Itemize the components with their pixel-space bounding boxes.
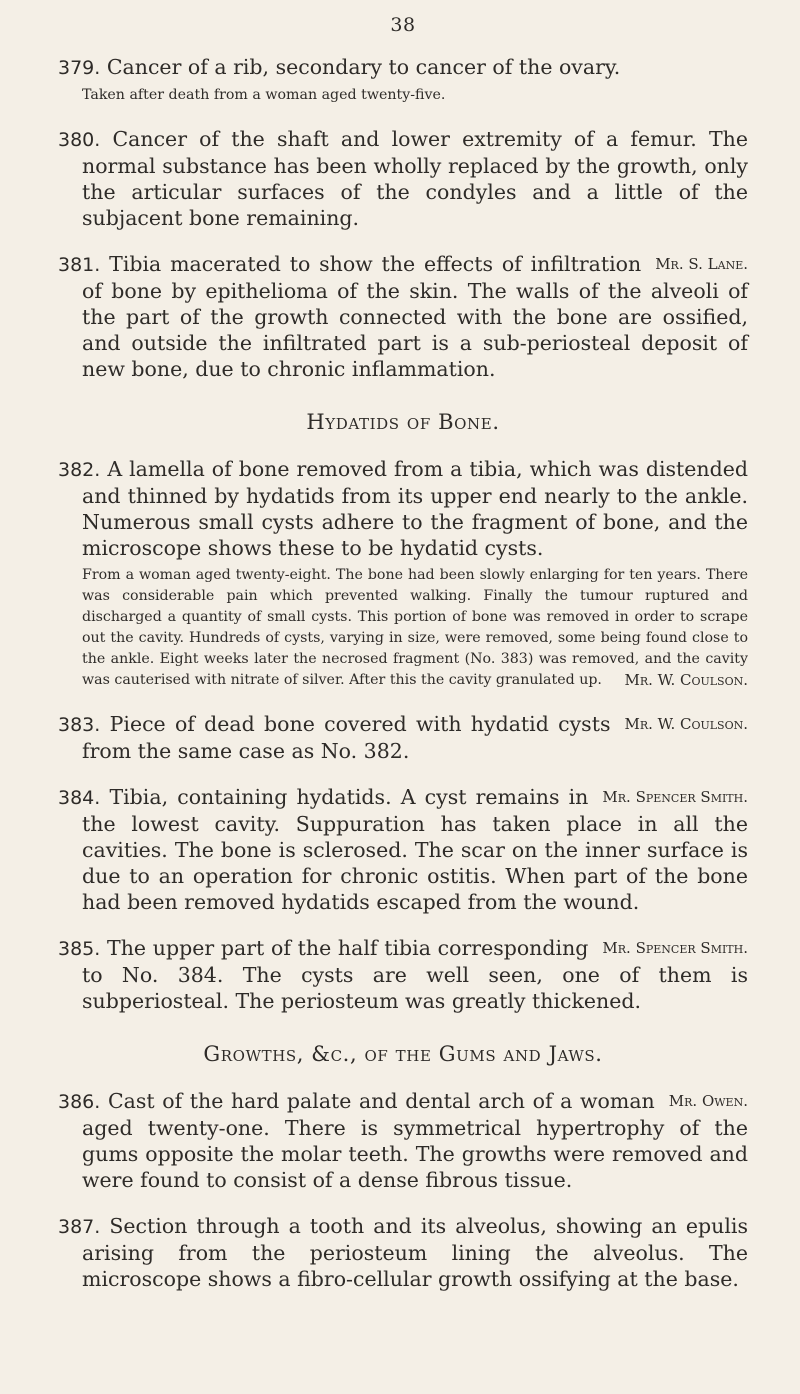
entry-description bbox=[58, 711, 748, 764]
entry-description bbox=[58, 251, 748, 382]
entry-number: 385. bbox=[58, 938, 101, 960]
entry-description bbox=[58, 456, 748, 561]
entry-note-text: From a woman aged twenty-eight. The bone had been slowly enlarging for ten years. There was considerable pain which prevented walking. Finally the tumour ruptured and discharged a quantity of small cysts. This portion of bone was removed in order to scrape out the cavity. Hundreds of cysts, varying in size, were removed, some being found close to the ankle. Eight weeks later the necrosed fragment (No. 383) was removed, and the cavity was cauterised with nitrate of silver. After this the cavity granulated up. bbox=[82, 567, 748, 688]
entry-attribution: Mr. Spencer Smith. bbox=[602, 788, 748, 806]
entry-text: Tibia macerated to show the effects of infiltration of bone by epithelioma of the skin. The walls of the alveoli of the part of the growth connected with the bone are ossified, and outside the infiltrated part is a sub-periosteal deposit of new bone, due to chronic inflammation. bbox=[82, 252, 748, 381]
entry-text: A lamella of bone removed from a tibia, which was distended and thinned by hydatids from its upper end nearly to the ankle. Numerous small cysts adhere to the fragment of bone, and the microscope shows these to be hydatid cysts. bbox=[82, 457, 748, 560]
entry-text: Cast of the hard palate and dental arch of a woman aged twenty-one. There is symmetrical hypertrophy of the gums opposite the molar teeth. The growths were removed and were found to consist of a dense fibrous tissue. bbox=[82, 1089, 748, 1192]
entries-group-gums bbox=[58, 1088, 748, 1292]
entry-number: 387. bbox=[58, 1216, 101, 1238]
entry-attribution: Mr. Owen. bbox=[668, 1092, 748, 1110]
catalogue-entry bbox=[58, 711, 748, 764]
entry-attribution: Mr. W. Coulson. bbox=[624, 715, 748, 733]
entry-note bbox=[58, 565, 748, 691]
entry-number: 386. bbox=[58, 1091, 101, 1113]
entry-number: 381. bbox=[58, 254, 101, 276]
entry-description bbox=[58, 784, 748, 915]
catalogue-entry bbox=[58, 54, 748, 106]
entry-attribution: Mr. Spencer Smith. bbox=[602, 939, 748, 957]
catalogue-entry bbox=[58, 784, 748, 915]
catalogue-entry bbox=[58, 251, 748, 382]
entry-text: The upper part of the half tibia corresponding to No. 384. The cysts are well seen, one of them is subperiosteal. The periosteum was greatly thickened. bbox=[82, 936, 748, 1013]
catalogue-entry bbox=[58, 935, 748, 1014]
section-heading-gums-jaws: Growths, &c., of the Gums and Jaws. bbox=[203, 1042, 603, 1066]
entry-description bbox=[58, 126, 748, 231]
entry-number: 380. bbox=[58, 129, 101, 151]
entry-text: Cancer of the shaft and lower extremity of a femur. The normal substance has been wholly replaced by the growth, only the articular surfaces of the condyles and a little of the subjacent bone remaining. bbox=[82, 127, 748, 230]
entry-number: 382. bbox=[58, 459, 101, 481]
entry-number: 384. bbox=[58, 787, 101, 809]
entry-description bbox=[58, 1088, 748, 1193]
section-heading-hydatids: Hydatids of Bone. bbox=[306, 410, 500, 434]
entry-attribution: Mr. W. Coulson. bbox=[624, 671, 748, 689]
catalogue-entry bbox=[58, 1088, 748, 1193]
entry-description bbox=[58, 1213, 748, 1292]
entry-description bbox=[58, 54, 748, 81]
entry-number: 383. bbox=[58, 714, 101, 736]
entry-description bbox=[58, 935, 748, 1014]
catalogue-entry bbox=[58, 126, 748, 231]
page-number: 38 bbox=[390, 14, 416, 36]
entry-text: Section through a tooth and its alveolus, showing an epulis arising from the periosteum lining the alveolus. The microscope shows a fibro-cellular growth ossifying at the base. bbox=[82, 1214, 748, 1291]
entry-text: Cancer of a rib, secondary to cancer of the ovary. bbox=[106, 55, 621, 79]
entries-group-hydatids bbox=[58, 456, 748, 1014]
catalogue-entry bbox=[58, 1213, 748, 1292]
entry-attribution: Mr. S. Lane. bbox=[655, 255, 748, 273]
catalogue-entry bbox=[58, 456, 748, 691]
entry-number: 379. bbox=[58, 57, 101, 79]
entry-note bbox=[58, 85, 748, 106]
entry-text: Piece of dead bone covered with hydatid cysts from the same case as No. 382. bbox=[82, 712, 611, 763]
entry-text: Tibia, containing hydatids. A cyst remains in the lowest cavity. Suppuration has taken place in all the cavities. The bone is sclerosed. The scar on the inner surface is due to an operation for chronic ostitis. When part of the bone had been removed hydatids escaped from the wound. bbox=[82, 785, 748, 914]
entries-group-cancer bbox=[58, 54, 748, 382]
entry-note-text: Taken after death from a woman aged twenty-five. bbox=[82, 87, 446, 103]
